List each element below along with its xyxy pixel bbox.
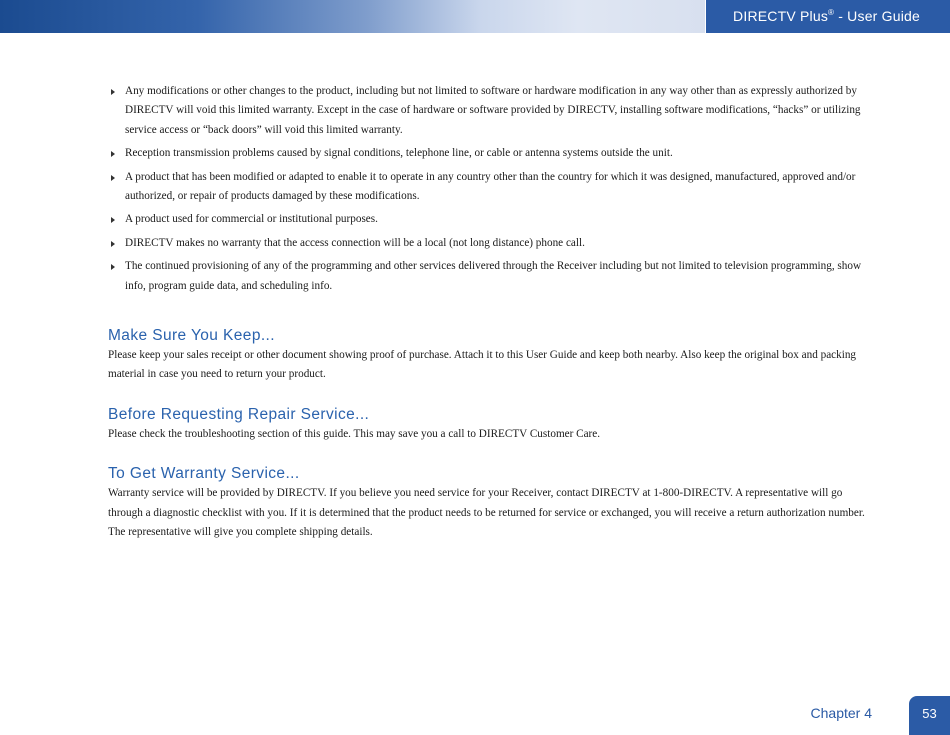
page-content [108, 82, 868, 543]
section-before-requesting-repair [108, 405, 868, 444]
list-item: DIRECTV makes no warranty that the access connection will be a local (not long distance) phone call. [108, 234, 868, 253]
section-heading: Before Requesting Repair Service... [108, 405, 370, 423]
bullet-arrow-icon [111, 241, 115, 247]
section-heading: Make Sure You Keep... [108, 327, 275, 345]
bullet-arrow-icon [111, 89, 115, 95]
warranty-exclusions-list [108, 82, 868, 296]
chapter-label: Chapter 4 [810, 705, 872, 721]
section-body: Please keep your sales receipt or other document showing proof of purchase. Attach it to this User Guide and keep both nearby. Also keep the original box and packing material in case you need to return your product. [108, 349, 857, 381]
bullet-arrow-icon [111, 151, 115, 157]
header-gradient-band [0, 0, 705, 33]
section-body: Please check the troubleshooting section of this guide. This may save you a call to DIRECTV Customer Care. [108, 427, 601, 440]
bullet-arrow-icon [111, 264, 115, 270]
list-item: A product used for commercial or institutional purposes. [108, 210, 868, 229]
list-item: The continued provisioning of any of the programming and other services delivered through the Receiver including but not limited to television programming, show info, program guide data, and scheduling info. [108, 257, 868, 296]
bullet-arrow-icon [111, 175, 115, 181]
section-make-sure-you-keep [108, 326, 868, 385]
list-item: A product that has been modified or adapted to enable it to operate in any country other than the country for which it was designed, manufactured, approved and/or authorized, or repair of products damaged by these modifications. [108, 168, 868, 207]
bullet-arrow-icon [111, 217, 115, 223]
document-title: DIRECTV Plus® - User Guide [733, 8, 920, 24]
list-item: Reception transmission problems caused by signal conditions, telephone line, or cable or antenna systems outside the unit. [108, 144, 868, 163]
section-body: Warranty service will be provided by DIRECTV. If you believe you need service for your Receiver, contact DIRECTV at 1-800-DIRECTV. A representative will go through a diagnostic checklist with you. If it is determined that the product needs to be returned for service or exchanged, you will receive a return authorization number. The representative will give you complete shipping details. [108, 487, 865, 539]
section-to-get-warranty-service [108, 464, 868, 542]
list-item: Any modifications or other changes to the product, including but not limited to software or hardware modification in any way other than as expressly authorized by DIRECTV will void this limited warranty. Except in the case of hardware or software provided by DIRECTV, installing software modifications, “hacks” or utilizing service access or “back doors” will void this limited warranty. [108, 82, 868, 140]
section-heading: To Get Warranty Service... [108, 465, 300, 483]
page-number-tab: 53 [909, 696, 950, 735]
header-title-band [706, 0, 950, 33]
